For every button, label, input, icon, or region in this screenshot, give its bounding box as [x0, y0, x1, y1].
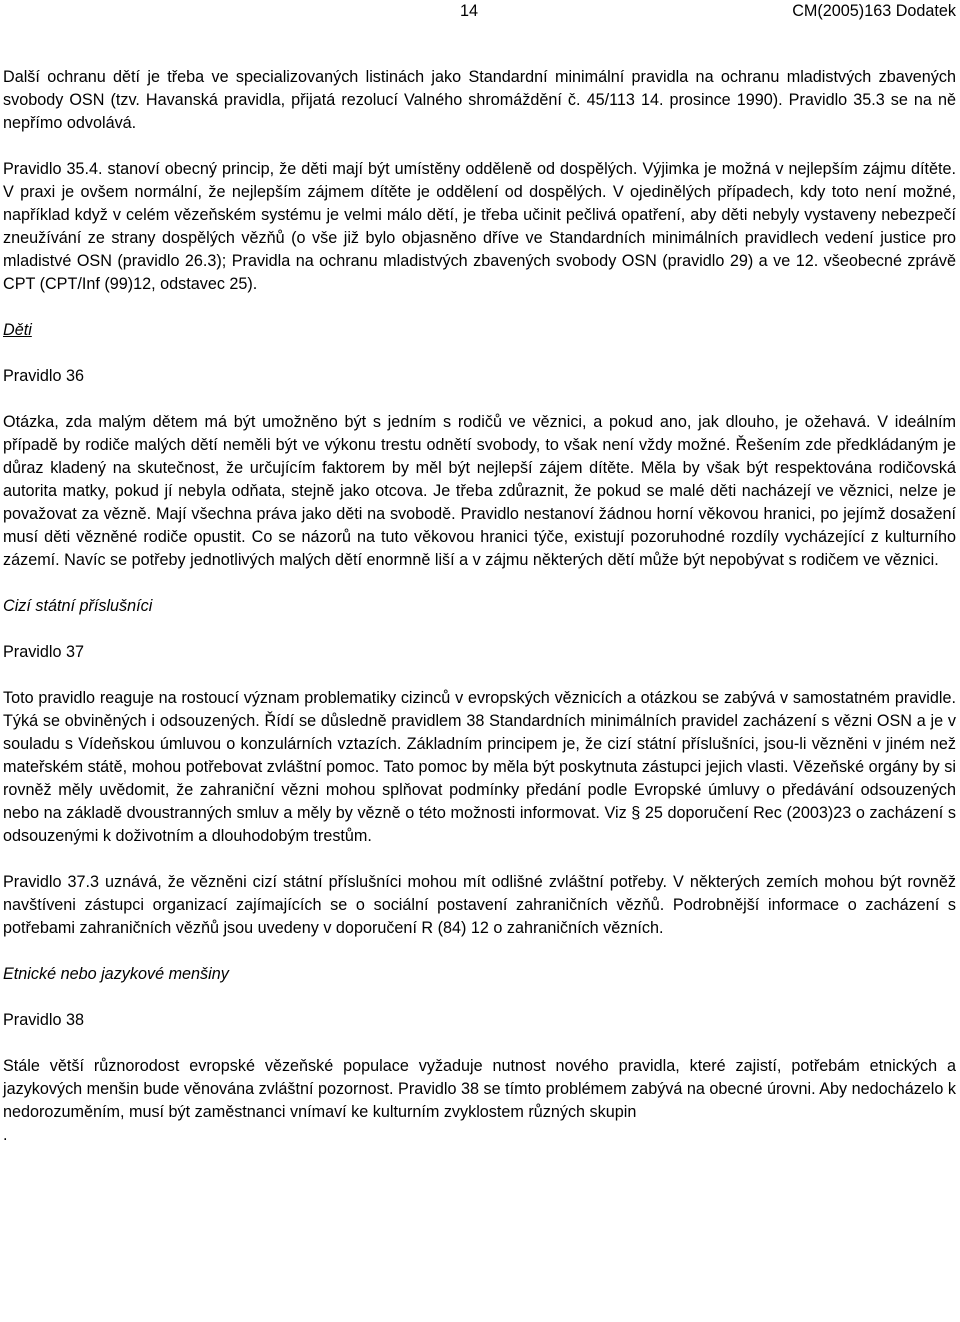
document-body	[3, 66, 956, 1147]
paragraph-rule-38: Stále větší různorodost evropské vězeňské populace vyžaduje nutnost nového pravidla, které zajistí, potřebám etnických a jazykových menšin bude věnována zvláštní pozornost. Pravidlo 38 se tímto problémem zabývá na obecné úrovni. Aby nedocházelo k nedorozuměním, musí být zaměstnanci vnímaví ke kulturním zvyklostem různých skupin	[3, 1057, 956, 1121]
rule-36-title: Pravidlo 36	[3, 367, 84, 385]
section-heading-minorities: Etnické nebo jazykové menšiny	[3, 965, 229, 983]
trailing-dot: .	[3, 1126, 8, 1144]
paragraph-rule-37: Toto pravidlo reaguje na rostoucí význam problematiky cizinců v evropských věznicích a otázkou se zabývá v samostatném pravidle. Týká se obviněných i odsouzených. Řídí se důsledně pravidlem 38 Standardních minimálních pravidel zacházení s vězni OSN a je v souladu s Vídeňskou úmluvou o konzulárních vztazích. Základním principem je, že cizí státní příslušníci, jsou-li vězněni v jiném než mateřském státě, mohou potřebovat zvláštní pomoc. Tato pomoc by měla být poskytnuta zástupci jejich vlasti. Vězeňské orgány by si rovněž měly uvědomit, že zahraniční vězni mohou splňovat podmínky předání podle Evropské úmluvy o předávání odsouzených nebo na základě dvoustranných smluv a měly by vězně o této možnosti informovat. Viz § 25 doporučení Rec (2003)23 o zacházení s odsouzenými k doživotním a dlouhodobým trestům.	[3, 689, 956, 845]
rule-37-title: Pravidlo 37	[3, 643, 84, 661]
section-heading-foreign-nationals: Cizí státní příslušníci	[3, 597, 153, 615]
page-header	[0, 0, 960, 24]
paragraph-rule-35-4: Pravidlo 35.4. stanoví obecný princip, že děti mají být umístěny odděleně od dospělých. Výjimka je možná v nejlepším zájmu dítěte. V praxi je ovšem normální, že nejlepším zájmem dítěte je oddělení od dospělých. V ojedinělých případech, kdy toto není možné, například když v celém vězeňském systému je velmi málo dětí, je třeba učinit pečlivá opatření, aby děti nebyly vystaveny nebezpečí zneužívání ze strany dospělých vězňů (o vše již bylo objasněno dříve ve Standardních minimálních pravidlech vedení justice pro mladistvé OSN (pravidlo 26.3); Pravidla na ochranu mladistvých zbavených svobody OSN (pravidlo 29) a ve 12. všeobecné zprávě CPT (CPT/Inf (99)12, odstavec 25).	[3, 160, 956, 293]
paragraph-havana-rules: Další ochranu dětí je třeba ve specializovaných listinách jako Standardní minimální pravidla na ochranu mladistvých zbavených svobody OSN (tzv. Havanská pravidla, přijatá rezolucí Valného shromáždění č. 45/113 14. prosince 1990). Pravidlo 35.3 se na ně nepřímo odvolává.	[3, 68, 956, 132]
paragraph-rule-36: Otázka, zda malým dětem má být umožněno být s jedním s rodičů ve věznici, a pokud ano, jak dlouho, je ožehavá. V ideálním případě by rodiče malých dětí neměli být ve výkonu trestu odnětí svobody, to však není vždy možné. Řešením zde předkládaným je důraz kladený na skutečnost, že určujícím faktorem by měl být nejlepší zájem dítěte. Měla by však být respektována rodičovská autorita matky, pokud jí nebyla odňata, stejně jako otcova. Je třeba zdůraznit, že pokud se malé děti nacházejí ve věznici, nelze je považovat za vězně. Mají všechna práva jako děti na svobodě. Pravidlo nestanoví žádnou horní věkovou hranici, po jejímž dosažení musí děti vězněné rodiče opustit. Co se názorů na tuto věkovou hranici týče, existují pozoruhodné rozdíly vycházející z kulturního zázemí. Navíc se potřeby jednotlivých malých dětí enormně liší a v zájmu některých dětí může být nepobývat s rodičem ve věznici.	[3, 413, 956, 569]
page-number: 14	[460, 2, 479, 20]
section-heading-children: Děti	[3, 321, 32, 339]
document-reference: CM(2005)163 Dodatek	[792, 2, 956, 20]
paragraph-rule-37-3: Pravidlo 37.3 uznává, že vězněni cizí státní příslušníci mohou mít odlišné zvláštní potřeby. V některých zemích mohou být rovněž navštíveni zástupci organizací zajímajících se o sociální postavení zahraničních vězňů. Podrobnější informace o zacházení s potřebami zahraničních vězňů jsou uvedeny v doporučení R (84) 12 o zahraničních vězních.	[3, 873, 956, 937]
rule-38-title: Pravidlo 38	[3, 1011, 84, 1029]
